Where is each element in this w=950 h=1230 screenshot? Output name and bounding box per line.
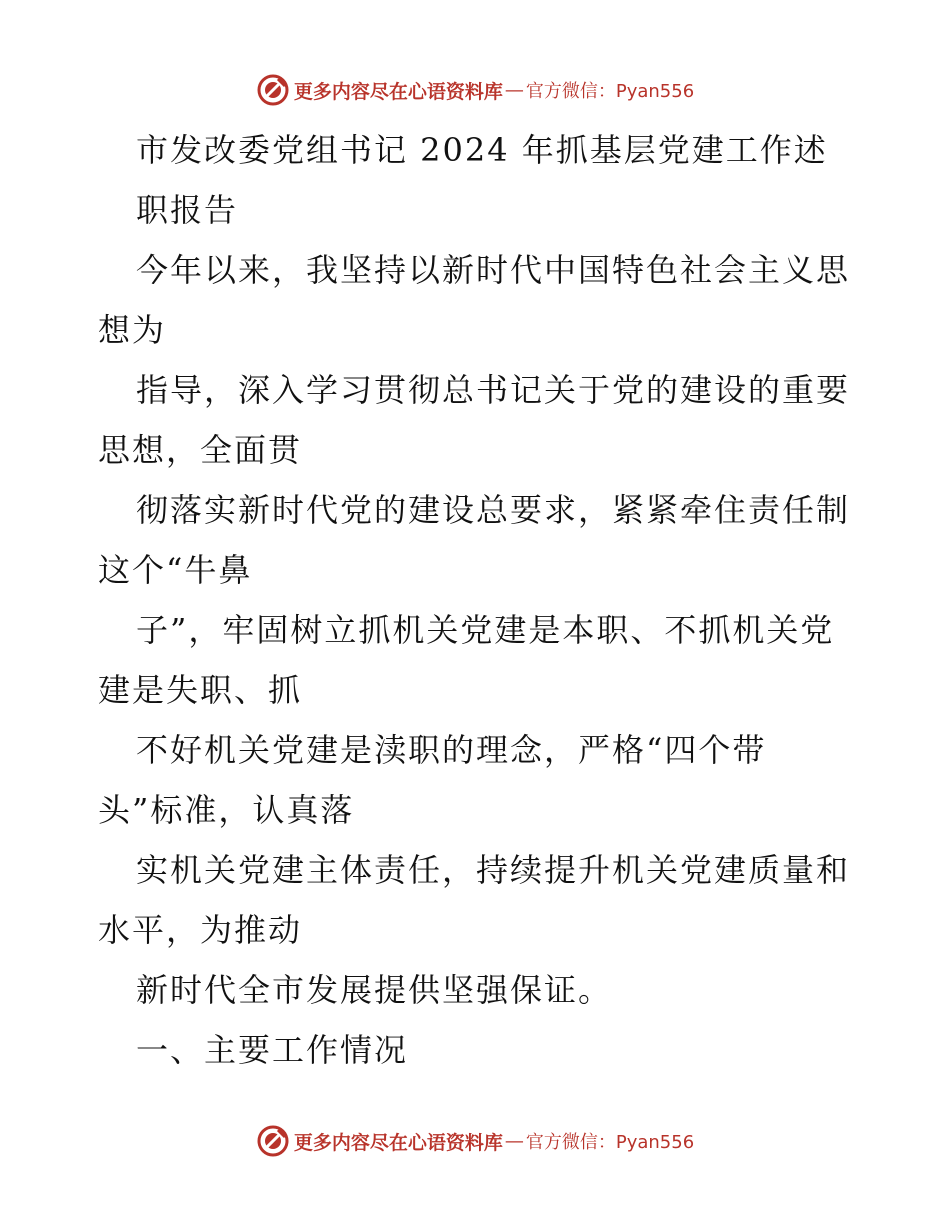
banner-contact: 官方微信：Pyan556 [525,1132,695,1153]
banner-text: 更多内容尽在心语资料库 [293,80,503,103]
paragraph-line: 水平，为推动 [98,911,303,949]
paragraph-line: 头”标准，认真落 [98,791,355,829]
header-banner [0,70,950,110]
banner-text: 更多内容尽在心语资料库 [293,1131,503,1154]
paragraph-line: 指导，深入学习贯彻总书记关于党的建设的重要 [136,371,851,409]
paragraph-line: 想为 [98,311,167,349]
paragraph-line: 今年以来，我坚持以新时代中国特色社会主义思 [136,251,851,289]
paragraph-line: 思想，全面贯 [98,431,303,469]
paragraph-line: 这个“牛鼻 [98,551,253,589]
paragraph-line: 新时代全市发展提供坚强保证。 [136,971,613,1009]
paragraph-line: 不好机关党建是渎职的理念，严格“四个带 [136,731,767,769]
paragraph-line: 彻落实新时代党的建设总要求，紧紧牵住责任制 [136,491,851,529]
paragraph-line: 建是失职、抓 [98,671,303,709]
pen-logo-icon [256,1124,290,1158]
pen-logo-icon [256,73,290,107]
banner-separator: — [504,1130,524,1152]
footer-banner [0,1121,950,1161]
document-title-line-2: 职报告 [136,191,239,229]
banner-contact: 官方微信：Pyan556 [525,81,695,102]
document-body [98,120,858,1080]
document-title-line-1: 市发改委党组书记 2024 年抓基层党建工作述 [136,131,828,169]
paragraph-line: 子”，牢固树立抓机关党建是本职、不抓机关党 [136,611,835,649]
banner-separator: — [504,79,524,101]
section-heading: 一、主要工作情况 [136,1031,409,1069]
paragraph-line: 实机关党建主体责任，持续提升机关党建质量和 [136,851,851,889]
